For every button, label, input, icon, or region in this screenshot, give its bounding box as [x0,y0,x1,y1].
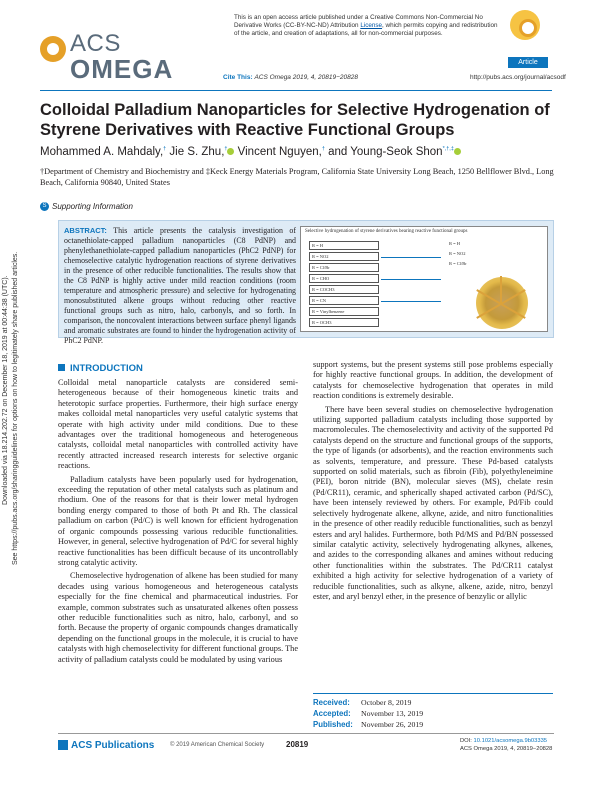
toc-product: R = Cl/Br [449,261,467,266]
orcid-icon[interactable] [227,148,234,155]
toc-arrow [381,301,441,302]
ligand-spike [500,276,502,304]
abstract [64,226,296,346]
footer-divider [58,733,554,734]
cite-ref: ACS Omega 2019, 4, 20819−20828 [254,74,358,81]
header-divider [40,90,552,91]
acs-logo-icon [40,36,66,62]
abstract-label: ABSTRACT: [64,226,107,235]
paper-title: Colloidal Palladium Nanoparticles for Selective Hydrogenation of Styrene Derivatives with Reactive Functional Groups [40,101,550,139]
page-number: 20819 [286,740,309,749]
received-date: October 8, 2019 [361,698,412,707]
license-text-1: This is an open access article published under a Creative Commons Non-Commercial No Derivative Works (CC-BY-NC-ND) Attribution [234,14,483,29]
acs-publications-icon [58,740,68,750]
published-label: Published: [313,720,353,729]
intro-paragraph: Palladium catalysts have been popularly used for hydrogenation, exceeding the reputation of other metal catalysts such as platinum and rhodium. One of the reasons for that is their lower metal hydrogen bonding energy compared to those of both Pt and Rh. The classical palladium on carbon (Pd/C) is well known for efficient hydrogenation of organic compounds possessing various reducible functionalities. However, in general, selective hydrogenation of Pd/C for several highly reactive functionalities has been difficult because of its uncontrollably strong catalytic activity. [58,474,298,567]
toc-row: R = OCH3 [309,318,379,327]
introduction-heading-text: INTRODUCTION [70,363,143,374]
logo-omega-text: OMEGA [70,54,174,84]
toc-row: R = H [309,241,379,250]
intro-paragraph: Colloidal metal nanoparticle catalysts are considered semi-heterogeneous because of their homogeneous kinetic traits and heterotopic surface properties. Furthermore, their high surface energy makes colloidal metal nanoparticles very useful catalytic systems that operate with high activity under mild conditions. Due to these advantages over the traditional homogeneous and heterogeneous catalysts, colloidal metal nanoparticles with controlled activity have recently attracted increased research interests for selective organic reactions. [58,378,298,471]
publisher-logo[interactable] [58,740,154,751]
toc-row: R = NO2 [309,252,379,261]
author-mark: † [163,146,167,153]
copyright: © 2019 American Chemical Society [170,742,265,748]
doi-block [460,738,552,753]
author-mark: † [224,146,228,153]
toc-row: R = Cl/Br [309,263,379,272]
toc-product: R = NO2 [449,251,466,256]
accepted-date: November 13, 2019 [361,709,424,718]
toc-row: R = CN [309,296,379,305]
journal-ref: ACS Omega 2019, 4, 20819−20828 [460,745,553,752]
intro-paragraph: Chemoselective hydrogenation of alkene has been studied for many decades using various homogeneous and heterogeneous catalysts especially for the fine chemical and pharmaceutical industries. For example, common substrates such as unsaturated alkenes often possess other reducible functionalities such as nitro, halo, carbonyl, and so forth. Because the property of organic compounds changes dramatically depending on the functional groups in the molecule, it is crucial to have catalysts with high chemoselectivity for different functional groups. The activity of palladium catalysts could be modulated by using various [58,571,299,664]
toc-row: R = COCH3 [309,285,379,294]
license-text-2: , which permits copying and redistribution of the article, and creation of adaptations, all for non-commercial purposes. [234,22,498,37]
intro-paragraph: There have been several studies on chemoselective hydrogenation utilizing supported palladium catalysts including those supported by macromolecules. The chemoselectivity and activity of the supported Pd catalysts depend on the structure and functional groups of the supports, the type of ligands (or adsorbents), and the reaction environments such as solvents, temperature, and pressure. These Pd-based catalysts supported on solid materials, such as fibroin (Fib), polyethyleneimine (PEI), boron nitride (BN), molecular sieves (MS), chelate resin (Pd/CR11), ceramic, and spherically shaped activated carbon (Pd/SC), have been intensely reviewed by others. For example, Pd/Fib could selectively hydrogenate alkene, alkyne, azide, and nitro functionalities in the presence of other readily reducible functionalities, such as benzyl esters and aryl halides. Furthermore, both Pd/MS and Pd/BN possessed similar catalytic activity, selectively hydrogenating alkynes, alkenes, and azides to the corresponding alkanes and amines without reducing other functionalities within the substrates. The Pd/CR11 catalyst exhibited a high activity for selective hydrogenation of a variety of reducible functionalities, such as alkyne, alkene, azide, nitro, benzyl ester, and aryl benzyl ether, in the presence of benzylic or allylic [313,404,553,601]
toc-title: Selective hydrogenation of styrene derivatives bearing reactive functional groups [305,229,468,234]
toc-arrow [381,257,441,258]
download-sidebar [2,215,26,565]
toc-arrow [381,279,441,280]
right-column [313,360,553,605]
author-name[interactable]: Jie S. Zhu, [169,146,225,158]
affiliation: †Department of Chemistry and Biochemistry and ‡Keck Energy Materials Program, California State University Long Beach, 1250 Bellflower Blvd., Long Beach, California 90840, United States [40,167,554,187]
supporting-info-link[interactable] [40,202,133,211]
author-name[interactable]: and Young-Seok Shon [328,146,443,158]
article-type-badge: Article [508,57,548,68]
toc-graphic [300,226,548,332]
license-notice [234,14,504,38]
doi-label: DOI: [460,738,472,744]
logo-acs-text: ACS [70,30,121,57]
cite-label: Cite This: [223,74,253,81]
author-list [40,146,461,158]
abstract-body: This article presents the catalysis investigation of octanethiolate-capped palladium nanoparticles (C8 PdNP) and phenylethanethiolate-capped palladium nanoparticles (PhC2 PdNP) for chemoselective catalytic hydrogenation reactions of styrene derivatives in the presence of other reducible functionalities. The results show that the C8 PdNP is highly active under mild reaction conditions (room temperature and atmospheric pressure) and selective for hydrogenating monosubstituted alkene groups without reducing other reactive functional groups such as nitro, halo, carbonyls, and so forth. In comparison, the noncovalent interactions between surface phenyl ligands and aromatic substrates are found to hinder the hydrogenation activity of PhC2 PdNP. [64,226,296,345]
accepted-label: Accepted: [313,709,351,718]
published-date: November 26, 2019 [361,720,424,729]
author-mark: *,†,‡ [442,146,454,153]
doi-link[interactable]: 10.1021/acsomega.9b03335 [473,738,548,744]
cite-this[interactable] [223,74,358,81]
author-name[interactable]: Vincent Nguyen, [237,146,322,158]
supporting-info-icon: S [40,202,49,211]
publisher-name: ACS Publications [71,740,155,751]
author-name[interactable]: Mohammed A. Mahdaly, [40,146,164,158]
section-marker-icon [58,364,65,371]
introduction-heading [58,363,143,374]
download-note: Downloaded via 18.214.202.72 on December 18, 2019 at 00:44:38 (UTC). [2,275,9,505]
left-column [58,378,298,668]
intro-paragraph: support systems, but the present systems still pose problems especially for highly reactive functional groups. In addition, the development of catalysts for chemoselective hydrogenation that operates in mild reaction conditions is extremely desirable. [313,360,553,401]
open-access-icon [510,10,540,40]
license-link[interactable]: License [360,22,383,29]
toc-product: R = H [449,241,461,246]
supporting-info-label: Supporting Information [52,202,133,211]
received-label: Received: [313,698,350,707]
share-note: See https://pubs.acs.org/sharingguidelines for options on how to legitimately share published articles. [12,251,19,565]
toc-row: R = CHO [309,274,379,283]
journal-url[interactable]: http://pubs.acs.org/journal/acsodf [470,74,566,81]
toc-row: R = Vinylbenzene [309,307,379,316]
orcid-icon[interactable] [454,148,461,155]
journal-logo[interactable] [40,30,190,90]
author-mark: † [321,146,325,153]
publication-dates [313,693,553,730]
